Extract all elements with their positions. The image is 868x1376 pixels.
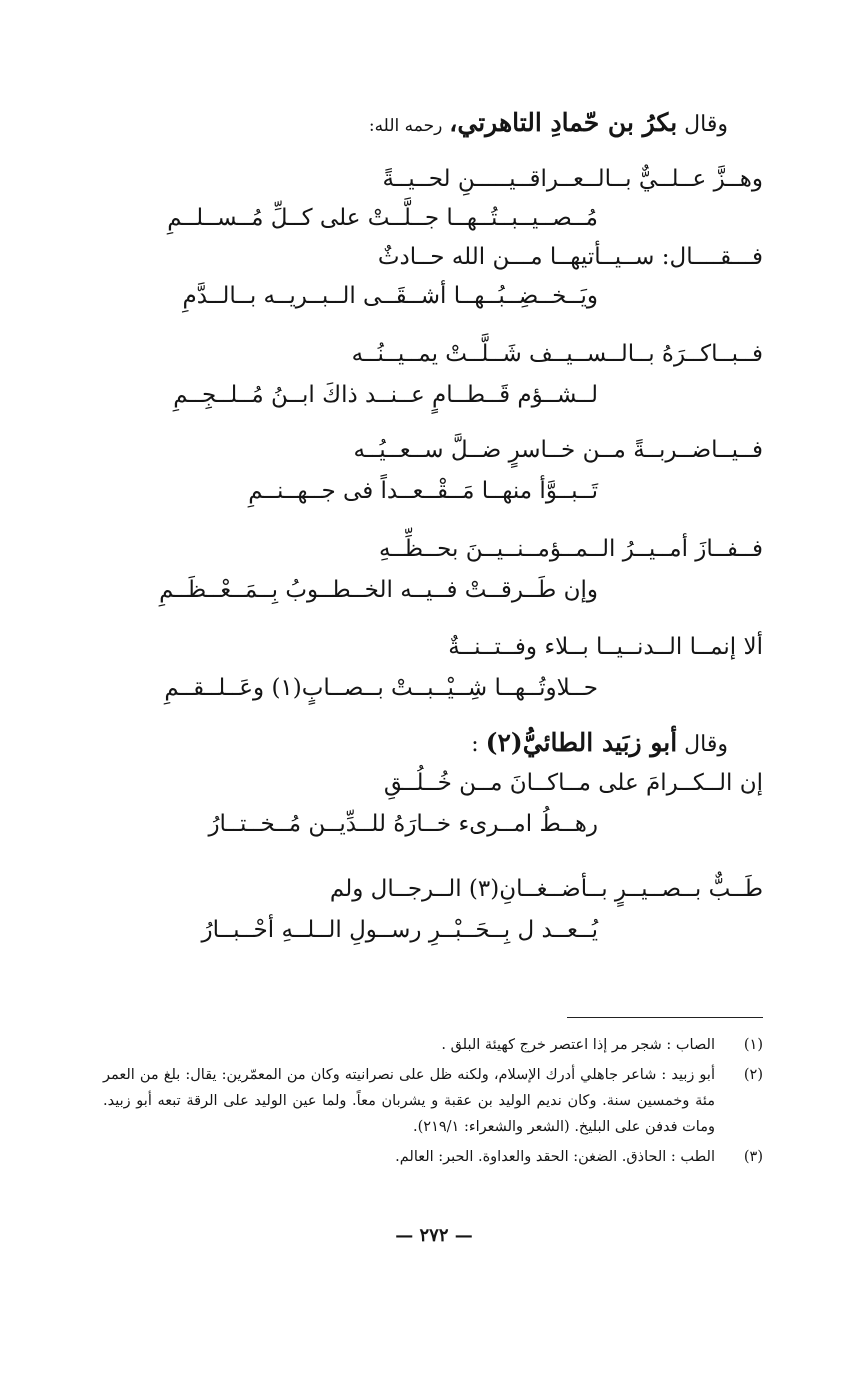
footnote-number: (١) (743, 1037, 763, 1053)
footnote-text: الطب : الحاذق. الضغن: الحقد والعداوة. الحبر: العالم. (395, 1149, 715, 1165)
footnotes (103, 1032, 763, 1174)
verse-line: لــشــؤم قَــطــامٍ عــنــد ذاكَ ابــنُ مُــلــجِــمِ (173, 382, 598, 408)
page-number: — ٢٧٢ — (395, 1225, 473, 1246)
poet-name: بكرُ بن حّمادِ التاهرتي، (449, 108, 678, 137)
footnote (103, 1062, 763, 1140)
verse-line: وهــزَّ عــلــيٌّ بــالــعــراقــيـــــنِ لحــيــةً (382, 166, 763, 192)
poet-name: أبو زبَيد الطائيُّ(٢) (485, 728, 678, 757)
heading-bakr-ibn-hammad (369, 108, 728, 137)
verse-line: تَــبــوَّأ منهــا مَــقْــعــداً فى جــهــنــمِ (248, 478, 598, 504)
verse-line: يُــعــد ل بِــحَــبْــرِ رســولِ الــلــهِ أحْــبــارُ (201, 917, 598, 943)
heading-prefix: وقال (684, 112, 728, 137)
heading-tail: رحمه الله: (368, 116, 443, 136)
verse-line: وإن طَــرقــتْ فــيــه الخــطــوبُ بِــمَــعْــظَــمِ (159, 577, 598, 603)
verse-line: فـــقــــال: ســيــأتيهــا مـــن الله حــادثٌ (377, 244, 763, 270)
verse-line: فــيــاضــربــةً مــن خــاسرٍ ضــلَّ ســعــيُــه (353, 437, 763, 463)
verse-line: حــلاوتُــهــا شِــيْــبــتْ بــصــابٍ(١) وعَــلــقــمِ (164, 675, 598, 701)
heading-abu-zubayd (471, 728, 728, 757)
verse-line: فــبــاكــرَهُ بــالــســيــف شَــلَّــتْ يمــيــنُــه (351, 341, 763, 367)
verse-line: طَــبٌّ بــصــيــرٍ بــأضــغــانِ(٣) الــرجــال ولم (329, 876, 763, 902)
footnote (103, 1032, 763, 1058)
footnote-text: أبو زبيد : شاعر جاهلي أدرك الإسلام، ولكنه ظل على نصرانيته وكان من المعمّرين: يقال: بلغ من العمر مئة وخمسين سنة. وكان نديم الوليد بن عقبة و يشربان معاً. ولما عين الوليد على الرقة تبعه أبو زبيد. ومات فدفن على البليخ. (الشعر والشعراء: ٢١٩/١). (103, 1067, 715, 1135)
verse-line: ألا إنمــا الــدنــيــا بــلاء وفــتــنــةٌ (448, 634, 763, 660)
verse-line: مُــصــيــبــتُــهــا جــلَّــتْ على كــلِّ مُــســلــمِ (167, 205, 598, 231)
verse-line: ويَــخــضِــبُــهــا أشــقَــى الــبــريــه بــالــدَّمِ (182, 283, 598, 309)
verse-line: رهــطُ امــرىء خــارَهُ للــدِّيــن مُــخــتــارُ (208, 811, 598, 837)
footnote-divider (567, 1017, 763, 1018)
verse-line: إن الــكــرامَ على مــاكــانَ مــن خُــلُــقِ (383, 770, 763, 796)
footnote-number: (٣) (743, 1149, 763, 1165)
heading-tail: : (471, 732, 479, 757)
footnote (103, 1144, 763, 1170)
heading-prefix: وقال (684, 732, 728, 757)
footnote-number: (٢) (743, 1067, 763, 1083)
verse-line: فــفــازَ أمــيــرُ الــمــؤمــنــيــنَ بحــظِّــهِ (379, 536, 763, 562)
footnote-text: الصاب : شجر مر إذا اعتصر خرج كهيئة البلق . (441, 1037, 715, 1053)
